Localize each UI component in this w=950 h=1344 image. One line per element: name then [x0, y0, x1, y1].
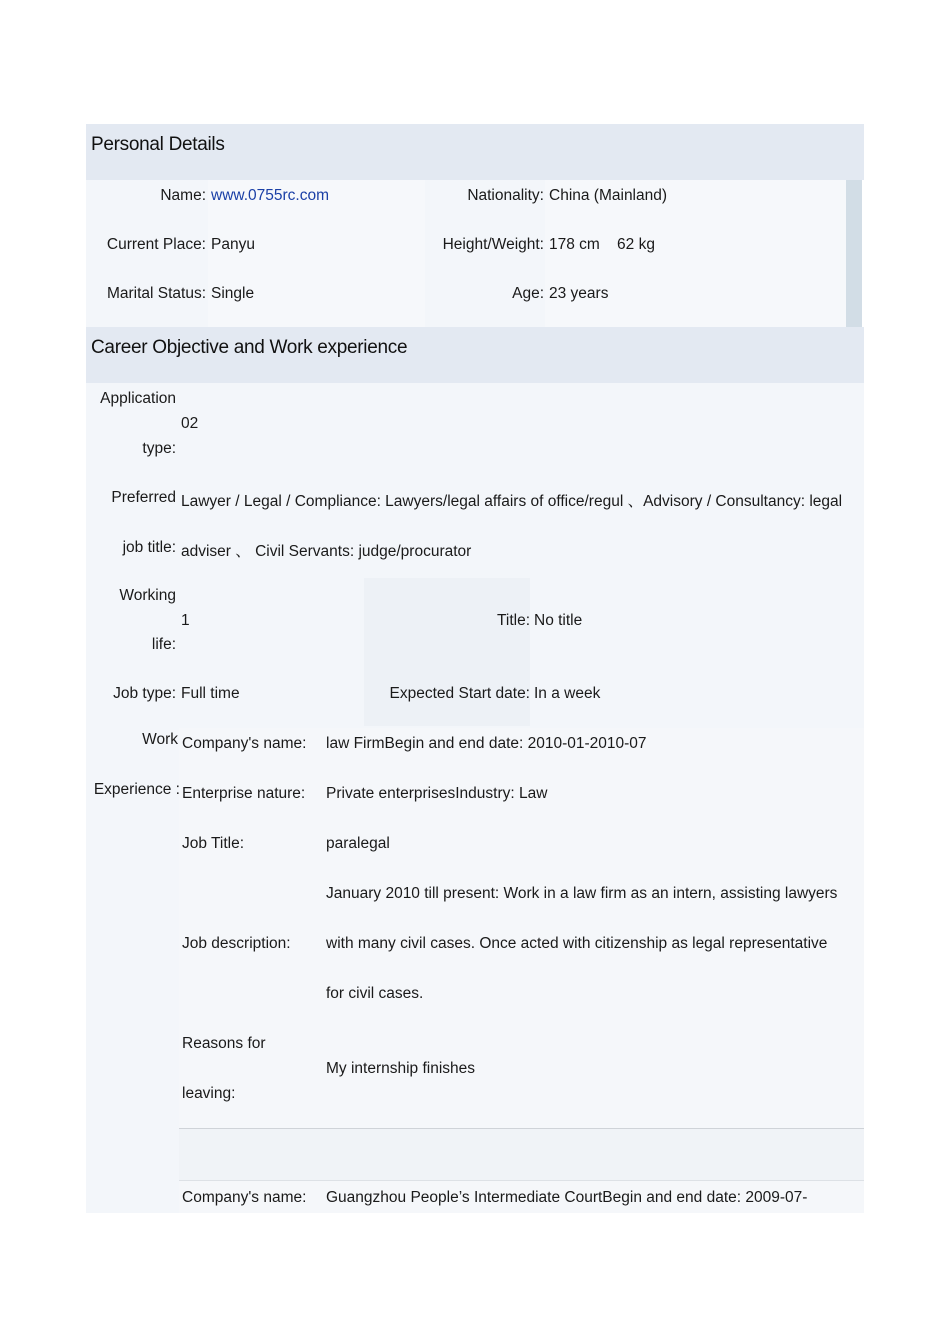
- career-objective-header: [86, 327, 864, 383]
- personal-details-heading: Personal Details: [91, 134, 225, 155]
- application-type-value: 02: [181, 415, 199, 432]
- job-type-value: Full time: [181, 685, 240, 702]
- current-place-value: Panyu: [211, 236, 255, 253]
- job-description-line1: January 2010 till present: Work in a law firm as an intern, assisting lawyers: [326, 885, 838, 902]
- current-place-label: Current Place:: [106, 236, 206, 253]
- working-life-label-line2: life:: [151, 636, 176, 653]
- marital-status-value: Single: [211, 285, 255, 302]
- title-value: No title: [534, 612, 583, 629]
- career-objective-heading: Career Objective and Work experience: [91, 337, 408, 358]
- personal-details-header: [86, 124, 864, 180]
- preferred-job-value-line2: adviser 、 Civil Servants: judge/procurator: [181, 543, 472, 560]
- reasons-leaving-label-line2: leaving:: [182, 1085, 236, 1102]
- experience-divider: [179, 1180, 864, 1181]
- enterprise-nature-value: Private enterprisesIndustry: Law: [326, 785, 548, 802]
- nationality-value: China (Mainland): [549, 187, 668, 204]
- working-life-label-line1: Working: [119, 587, 176, 604]
- panel-scrollbar[interactable]: [846, 180, 862, 327]
- working-life-value: 1: [181, 612, 190, 629]
- preferred-job-label-line2: job title:: [122, 539, 176, 556]
- company-name-label: Company's name:: [182, 1189, 307, 1206]
- title-cell-bg: [364, 578, 530, 726]
- application-type-label-line2: type:: [142, 440, 176, 457]
- nationality-label: Nationality:: [467, 187, 544, 204]
- age-value: 23 years: [549, 285, 609, 302]
- expected-start-value: In a week: [534, 685, 601, 702]
- enterprise-nature-label: Enterprise nature:: [182, 785, 306, 802]
- reasons-leaving-label-line1: Reasons for: [182, 1035, 266, 1052]
- job-title-value: paralegal: [326, 835, 390, 852]
- name-link[interactable]: www.0755rc.com: [211, 187, 330, 204]
- company-name-value: law FirmBegin and end date: 2010-01-2010-07: [326, 735, 647, 752]
- job-title-label: Job Title:: [182, 835, 245, 852]
- marital-status-label: Marital Status:: [106, 285, 206, 302]
- experience-spacer-row: [179, 1129, 864, 1180]
- work-experience-label-line1: Work: [142, 731, 178, 748]
- height-weight-label: Height/Weight:: [442, 236, 544, 253]
- job-description-label: Job description:: [182, 935, 291, 952]
- title-label: Title:: [496, 612, 530, 629]
- reasons-leaving-value: My internship finishes: [326, 1060, 476, 1077]
- name-label: Name:: [160, 187, 206, 204]
- height-weight-value: 178 cm 62 kg: [549, 236, 655, 253]
- job-description-line3: for civil cases.: [326, 985, 424, 1002]
- company-name-value: Guangzhou People’s Intermediate CourtBegin and end date: 2009-07-: [326, 1189, 808, 1206]
- preferred-job-label-line1: Preferred: [111, 489, 176, 506]
- expected-start-label: Expected Start date:: [389, 685, 530, 702]
- preferred-job-value-line1: Lawyer / Legal / Compliance: Lawyers/legal affairs of office/regul 、Advisory / Consultancy: legal: [181, 493, 843, 510]
- work-experience-label-line2: Experience :: [93, 781, 180, 798]
- application-type-label-line1: Application: [100, 390, 176, 407]
- company-name-label: Company's name:: [182, 735, 307, 752]
- job-type-label: Job type:: [113, 685, 176, 702]
- job-description-line2: with many civil cases. Once acted with citizenship as legal representative: [326, 935, 828, 952]
- age-label: Age:: [512, 285, 544, 302]
